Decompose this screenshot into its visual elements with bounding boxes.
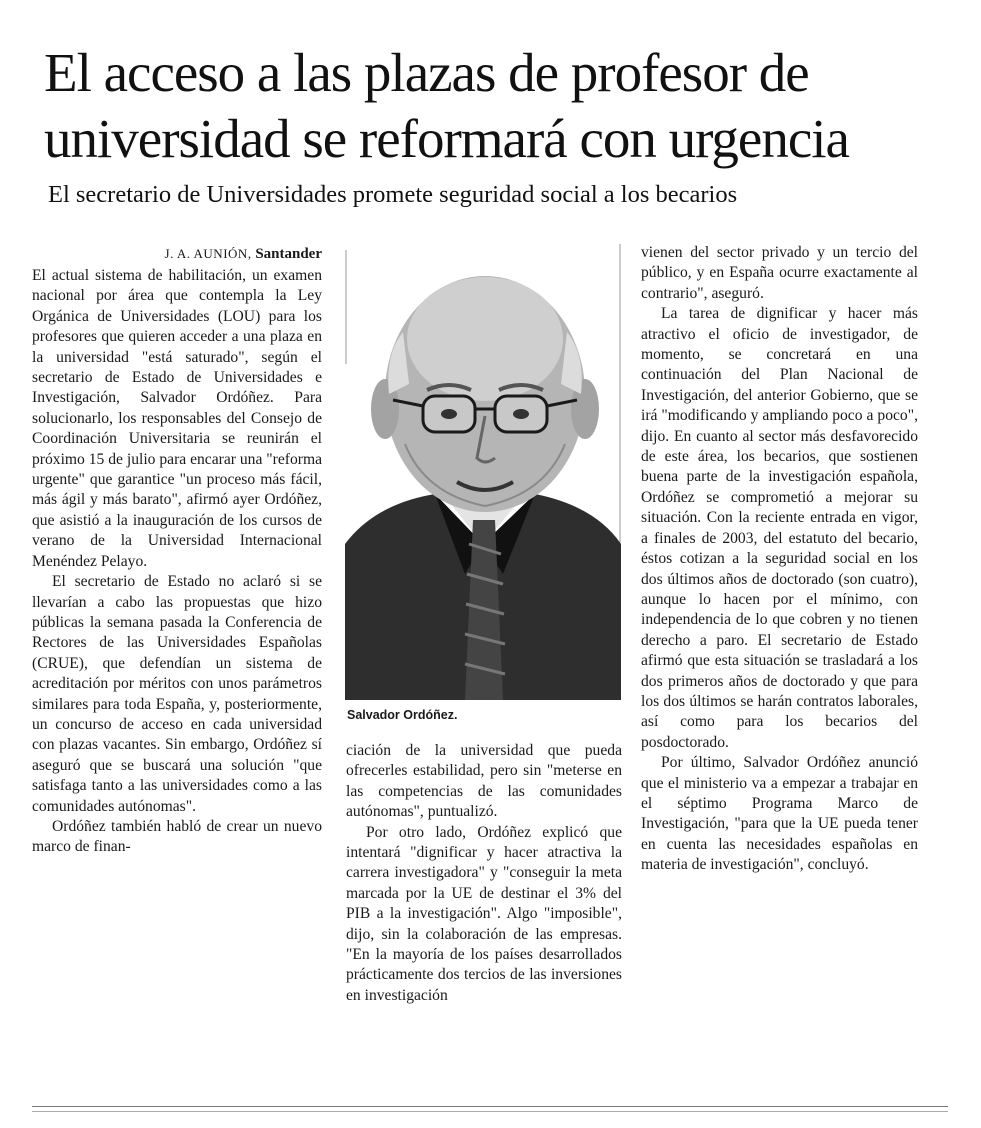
photo-caption: Salvador Ordóñez. [347,708,458,722]
article-column-2 [346,741,622,1006]
article-column-3 [641,243,918,876]
article-paragraph: vienen del sector privado y un tercio del público, y en España ocurre exactamente al contrario", aseguró. [641,244,918,302]
headline: El acceso a las plazas de profesor de universidad se reformará con urgencia [44,42,849,169]
article-paragraph: Ordóñez también habló de crear un nuevo marco de finan- [32,817,322,856]
portrait-illustration [345,244,621,700]
bottom-rule-secondary [32,1111,948,1112]
bottom-rule [32,1106,948,1107]
article-column-1 [32,246,322,858]
article-paragraph: Por otro lado, Ordóñez explicó que intentará "dignificar y hacer atractiva la carrera investigadora" y "conseguir la meta marcada por la UE de destinar el 3% del PIB a la investigación". Algo "imposible", dijo, sin la colaboración de las empresas. "En la mayoría de los países desarrollados prácticamente dos tercios de las inversiones en investigación [346,823,622,1004]
byline-author: J. A. AUNIÓN [164,246,248,261]
article-paragraph: La tarea de dignificar y hacer más atractivo el oficio de investigador, de momento, se concretará en una continuación del Plan Nacional de Investigación, del anterior Gobierno, que se irá "modificando y ampliando poco a poco", dijo. En cuanto al sector más desfavorecido de este área, los becarios, que sostienen buena parte de la investigación española, Ordóñez se comprometió a mejorar su situación. Con la reciente entrada en vigor, a finales de 2003, del estatuto del becario, éstos cotizan a la seguridad social en los dos últimos años de doctorado (son cuatro), aunque lo hacen por el mínimo, con independencia de lo que cobren y no tienen derecho a paro. El secretario de Estado afirmó que esta situación se trasladará a los dos primeros años de doctorado y que para los dos últimos se harán contratos laborales, así como para los becarios del posdoctorado. [641,305,918,751]
article-paragraph: ciación de la universidad que pueda ofrecerles estabilidad, pero sin "meterse en las competencias de las comunidades autónomas", puntualizó. [346,742,622,821]
article-paragraph: El actual sistema de habilitación, un examen nacional por área que contempla la Ley Orgánica de Universidades (LOU) para los profesores que quieren acceder a una plaza en la universidad "está saturado", según el secretario de Estado de Universidades e Investigación, Salvador Ordóñez. Para solucionarlo, los responsables del Consejo de Coordinación Universitaria se reunirán el próximo 15 de julio para encarar una "reforma urgente" que garantice "un proceso más fácil, más ágil y más barato", afirmó ayer Ordóñez, que asistió a la inauguración de los cursos de verano de la Universidad Internacional Menéndez Pelayo. [32,267,322,570]
article-paragraph: Por último, Salvador Ordóñez anunció que el ministerio va a empezar a trabajar en el séptimo Programa Marco de Investigación, "para que la UE pueda tener en cuenta las necesidades españolas en materia de investigación", concluyó. [641,754,918,874]
byline-city: Santander [255,246,322,262]
article-paragraph: El secretario de Estado no aclaró si se llevarían a cabo las propuestas que hizo públicas la semana pasada la Conferencia de Rectores de las Universidades Españolas (CRUE), que defendían un sistema de acreditación por méritos con unos parámetros similares para toda España, y, posteriormente, un concurso de acceso en cada universidad con plazas vacantes. Sin embargo, Ordóñez sí aseguró que se buscará una solución "que satisfaga tanto a las universidades como a las comunidades autónomas". [32,573,322,815]
byline: J. A. AUNIÓN, Santander [164,246,322,262]
subheadline: El secretario de Universidades promete seguridad social a los becarios [48,181,738,208]
portrait-photo [345,244,621,700]
